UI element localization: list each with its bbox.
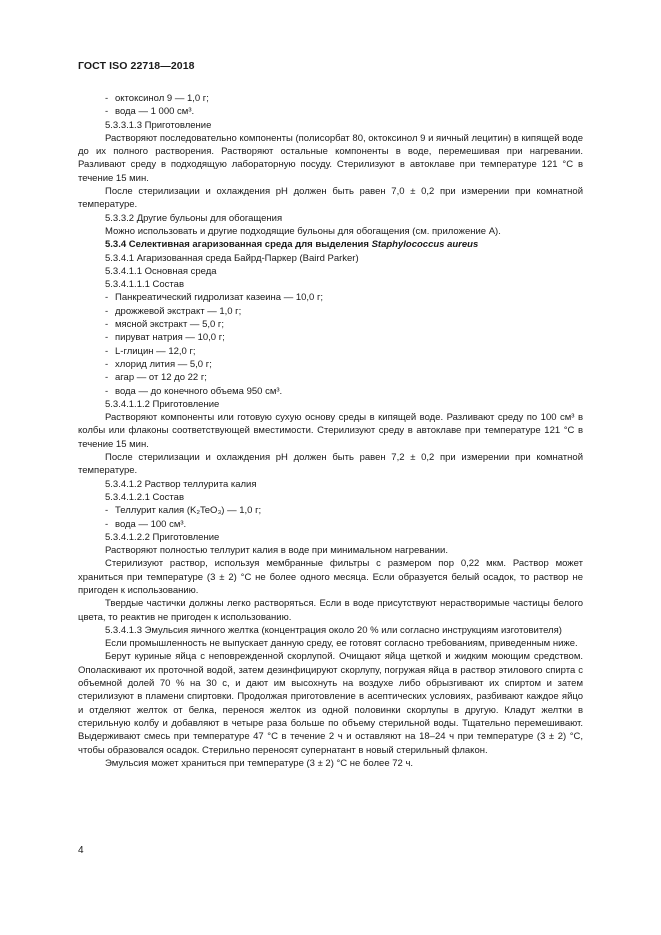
list-item-text: вода — 100 см³.	[115, 518, 187, 530]
paragraph: Твердые частички должны легко растворяться. Если в воде присутствуют нерастворимые частицы белого цвета, то реактив не пригоден к использованию.	[78, 598, 583, 623]
paragraph: Растворяют компоненты или готовую сухую основу среды в кипящей воде. Разливают среду по 100 см³ в колбы или флаконы соответствующей вместимости. Стерилизуют среду в автоклаве при температуре 121 °С в течение 15 мин.	[78, 412, 583, 450]
paragraph: Берут куриные яйца с неповрежденной скорлупой. Очищают яйца щеткой и жидким моющим средством. Ополаскивают их проточной водой, затем дезинфицируют скорлупу, погружая яйца в раствор этилового спирта с объемной долей 70 % на 30 с, и дают им высохнуть на воздухе либо обрызгивают их спиртом и затем стерилизуют в пламени спиртовки. Продолжая приготовление в асептических условиях, разбивают каждое яйцо и отделяют желток от белка, перенося желток из одной половинки скорлупы в другую. Кладут желтки в стерильную колбу и добавляют в четыре раза больше по объему стерильной воды. Тщательно перемешивают. Выдерживают смесь при температуре 47 °С в течение 2 ч и оставляют на 18–24 ч при температуре (3 ± 2) °С, чтобы образовался осадок. Стерильно переносят супернатант в новый стерильный флакон.	[78, 651, 583, 756]
list-item	[78, 385, 583, 398]
paragraph: Эмульсия может храниться при температуре (3 ± 2) °С не более 72 ч.	[105, 757, 414, 769]
list-dash: -	[105, 319, 109, 331]
list-item	[78, 518, 583, 531]
document-header: ГОСТ ISO 22718—2018	[78, 60, 195, 72]
list-dash: -	[105, 332, 109, 344]
heading-text: 5.3.4 Селективная агаризованная среда для выделения	[105, 239, 372, 251]
section-heading: 5.3.4.1.2.1 Состав	[105, 491, 185, 503]
paragraph: Если промышленность не выпускает данную среду, ее готовят согласно требованиям, приведенным ниже.	[105, 638, 578, 650]
list-item-text: пируват натрия — 10,0 г;	[115, 332, 225, 344]
list-dash: -	[105, 292, 109, 304]
list-item-text: мясной экстракт — 5,0 г;	[115, 319, 225, 331]
list-item-text: дрожжевой экстракт — 1,0 г;	[115, 305, 242, 317]
list-item	[78, 105, 583, 118]
list-item-text: хлорид лития — 5,0 г;	[115, 358, 212, 370]
heading-organism: Staphylococcus aureus	[371, 239, 479, 251]
list-dash: -	[105, 518, 109, 530]
paragraph: Растворяют последовательно компоненты (полисорбат 80, октоксинол 9 и яичный лецитин) в кипящей воде до их полного растворения. Растворяют остальные компоненты в воде, перемешивая при нагревании. Разливают среду в подходящую лабораторную посуду. Стерилизуют в автоклаве при температуре 121 °С в течение 15 мин.	[78, 132, 583, 184]
list-item	[78, 358, 583, 371]
list-item-text: Теллурит калия (K₂TeO₃) — 1,0 г;	[115, 505, 262, 517]
list-item	[78, 318, 583, 331]
list-item-text: L-глицин — 12,0 г;	[115, 345, 196, 357]
list-dash: -	[105, 345, 109, 357]
list-dash: -	[105, 93, 109, 104]
list-dash: -	[105, 106, 109, 118]
section-heading: 5.3.4.1.1.2 Приготовление	[105, 398, 220, 410]
list-item	[78, 504, 583, 517]
paragraph: Стерилизуют раствор, используя мембранные фильтры с размером пор 0,22 мкм. Раствор может храниться при температуре (3 ± 2) °С не более одного месяца. Если образуется белый осадок, то раствор не пригоден к использованию.	[78, 558, 583, 596]
paragraph: После стерилизации и охлаждения рН должен быть равен 7,2 ± 0,2 при измерении при комнатной температуре.	[78, 452, 583, 477]
list-item-text: агар — от 12 до 22 г;	[115, 372, 207, 384]
section-heading: 5.3.3.1.3 Приготовление	[105, 119, 212, 131]
list-dash: -	[105, 305, 109, 317]
list-item-text: октоксинол 9 — 1,0 г;	[115, 93, 209, 104]
list-dash: -	[105, 505, 109, 517]
list-item	[78, 331, 583, 344]
section-heading: 5.3.4.1.3 Эмульсия яичного желтка (концентрация около 20 % или согласно инструкциям изготовителя)	[105, 624, 562, 636]
list-item	[78, 291, 583, 304]
section-heading: 5.3.4.1 Агаризованная среда Байрд-Паркер (Baird Parker)	[105, 252, 359, 264]
section-heading: 5.3.4.1.2.2 Приготовление	[105, 531, 220, 543]
section-heading: 5.3.3.2 Другие бульоны для обогащения	[105, 212, 283, 224]
list-dash: -	[105, 358, 109, 370]
list-dash: -	[105, 372, 109, 384]
list-item-text: вода — до конечного объема 950 см³.	[115, 385, 283, 397]
paragraph: Растворяют полностью теллурит калия в воде при минимальном нагревании.	[105, 545, 448, 557]
list-item-text: Панкреатический гидролизат казеина — 10,0 г;	[115, 292, 324, 304]
list-item	[78, 345, 583, 358]
section-heading: 5.3.4.1.1 Основная среда	[105, 265, 217, 277]
list-item	[78, 92, 583, 105]
section-heading: 5.3.4.1.2 Раствор теллурита калия	[105, 478, 257, 490]
list-item	[78, 371, 583, 384]
paragraph: После стерилизации и охлаждения рН должен быть равен 7,0 ± 0,2 при измерении при комнатной температуре.	[78, 186, 583, 211]
section-heading-bold	[78, 238, 583, 251]
list-dash: -	[105, 385, 109, 397]
document-body	[78, 92, 583, 770]
list-item-text: вода — 1 000 см³.	[115, 106, 195, 118]
section-heading: 5.3.4.1.1.1 Состав	[105, 279, 185, 291]
page-number: 4	[78, 845, 84, 856]
paragraph: Можно использовать и другие подходящие бульоны для обогащения (см. приложение А).	[105, 225, 501, 237]
list-item	[78, 305, 583, 318]
